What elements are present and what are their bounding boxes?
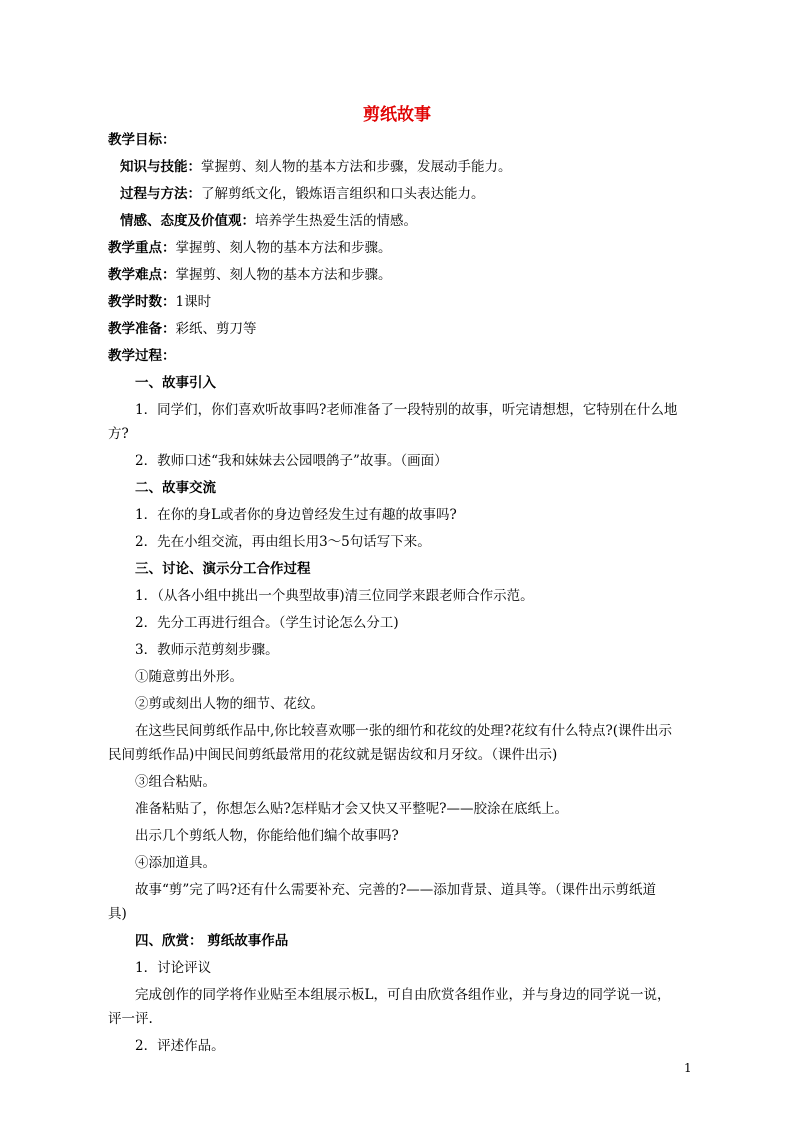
section-3-para-4-line-1: 在这些民间剪纸作品中,你比较喜欢哪一张的细竹和花纹的处理?花纹有什么特点?(课件出示 bbox=[135, 723, 673, 739]
section-1-para-2: 2．教师口述“我和妹妹去公园喂鸽子”故事。（画面） bbox=[135, 453, 448, 469]
goal-process-label: 过程与方法： bbox=[120, 186, 201, 202]
section-3-step-4: ④添加道具。 bbox=[135, 855, 216, 871]
teaching-prep bbox=[108, 320, 257, 338]
teaching-difficulty-label: 教学难点： bbox=[108, 267, 176, 283]
goals-heading: 教学目标： bbox=[108, 132, 176, 148]
teaching-prep-label: 教学准备： bbox=[108, 321, 176, 337]
page-number: 1 bbox=[684, 1061, 692, 1075]
section-3-step-2: ②剪或刻出人物的细节、花纹。 bbox=[135, 696, 324, 712]
section-4-para-2-line-2: 评一评. bbox=[108, 1011, 153, 1027]
teaching-prep-text: 彩纸、剪刀等 bbox=[175, 321, 257, 337]
process-heading: 教学过程： bbox=[108, 348, 176, 364]
section-1-para-1-line-2: 方? bbox=[108, 426, 129, 442]
goal-emotion bbox=[120, 212, 417, 230]
document-title: 剪纸故事 bbox=[363, 105, 431, 125]
teaching-hours-text: 1课时 bbox=[175, 294, 212, 310]
section-3-para-3: 3．教师示范剪刻步骤。 bbox=[135, 642, 279, 658]
section-2-heading: 二、故事交流 bbox=[135, 480, 216, 496]
section-3-para-1: 1．（从各小组中挑出一个典型故事)清三位同学来跟老师合作示范。 bbox=[135, 588, 534, 604]
section-3-heading: 三、讨论、演示分工合作过程 bbox=[135, 561, 311, 577]
section-4-para-1: 1．讨论评议 bbox=[135, 960, 212, 976]
section-3-para-2: 2．先分工再进行组合。（学生讨论怎么分工) bbox=[135, 615, 399, 631]
goal-process-text: 了解剪纸文化，锻炼语言组织和口头表达能力。 bbox=[201, 186, 485, 202]
goal-process bbox=[120, 185, 485, 203]
section-3-step-1: ①随意剪出外形。 bbox=[135, 669, 243, 685]
goal-emotion-text: 培养学生热爱生活的情感。 bbox=[255, 213, 417, 229]
section-3-para-7-line-2: 具) bbox=[108, 906, 127, 922]
teaching-key-label: 教学重点： bbox=[108, 240, 176, 256]
teaching-key bbox=[108, 239, 392, 257]
teaching-hours-label: 教学时数： bbox=[108, 294, 176, 310]
goal-knowledge-text: 掌握剪、刻人物的基本方法和步骤，发展动手能力。 bbox=[201, 159, 512, 175]
teaching-difficulty-text: 掌握剪、刻人物的基本方法和步骤。 bbox=[175, 267, 392, 283]
teaching-key-text: 掌握剪、刻人物的基本方法和步骤。 bbox=[175, 240, 392, 256]
teaching-hours bbox=[108, 293, 211, 311]
section-4-para-2-line-1: 完成创作的同学将作业贴至本组展示板L，可自由欣赏各组作业，并与身边的同学说一说， bbox=[135, 987, 671, 1003]
section-3-para-7-line-1: 故事“剪”完了吗?还有什么需要补充、完善的?——添加背景、道具等。（课件出示剪纸道 bbox=[135, 882, 657, 898]
section-3-para-5: 准备粘贴了，你想怎么贴?怎样贴才会又快又平整呢?——胶涂在底纸上。 bbox=[135, 801, 568, 817]
section-3-para-4-line-2: 民间剪纸作品)中闽民间剪纸最常用的花纹就是锯齿纹和月牙纹。（课件出示) bbox=[108, 747, 558, 763]
section-4-para-3: 2．评述作品。 bbox=[135, 1038, 225, 1054]
teaching-difficulty bbox=[108, 266, 392, 284]
section-1-para-1-line-1: 1．同学们，你们喜欢听故事吗?老师准备了一段特别的故事，听完请想想，它特别在什么地 bbox=[135, 402, 678, 418]
section-3-step-3: ③组合粘贴。 bbox=[135, 774, 216, 790]
section-4-heading: 四、欣赏： 剪纸故事作品 bbox=[135, 933, 289, 949]
section-2-para-2: 2．先在小组交流，再由组长用3～5句话写下来。 bbox=[135, 534, 431, 550]
goal-knowledge bbox=[120, 158, 512, 176]
section-1-heading: 一、故事引入 bbox=[135, 375, 216, 391]
section-3-para-6: 出示几个剪纸人物，你能给他们编个故事吗? bbox=[135, 828, 399, 844]
goal-knowledge-label: 知识与技能： bbox=[120, 159, 201, 175]
goal-emotion-label: 情感、态度及价值观： bbox=[120, 213, 255, 229]
section-2-para-1: 1．在你的身L或者你的身边曾经发生过有趣的故事吗? bbox=[135, 507, 457, 523]
